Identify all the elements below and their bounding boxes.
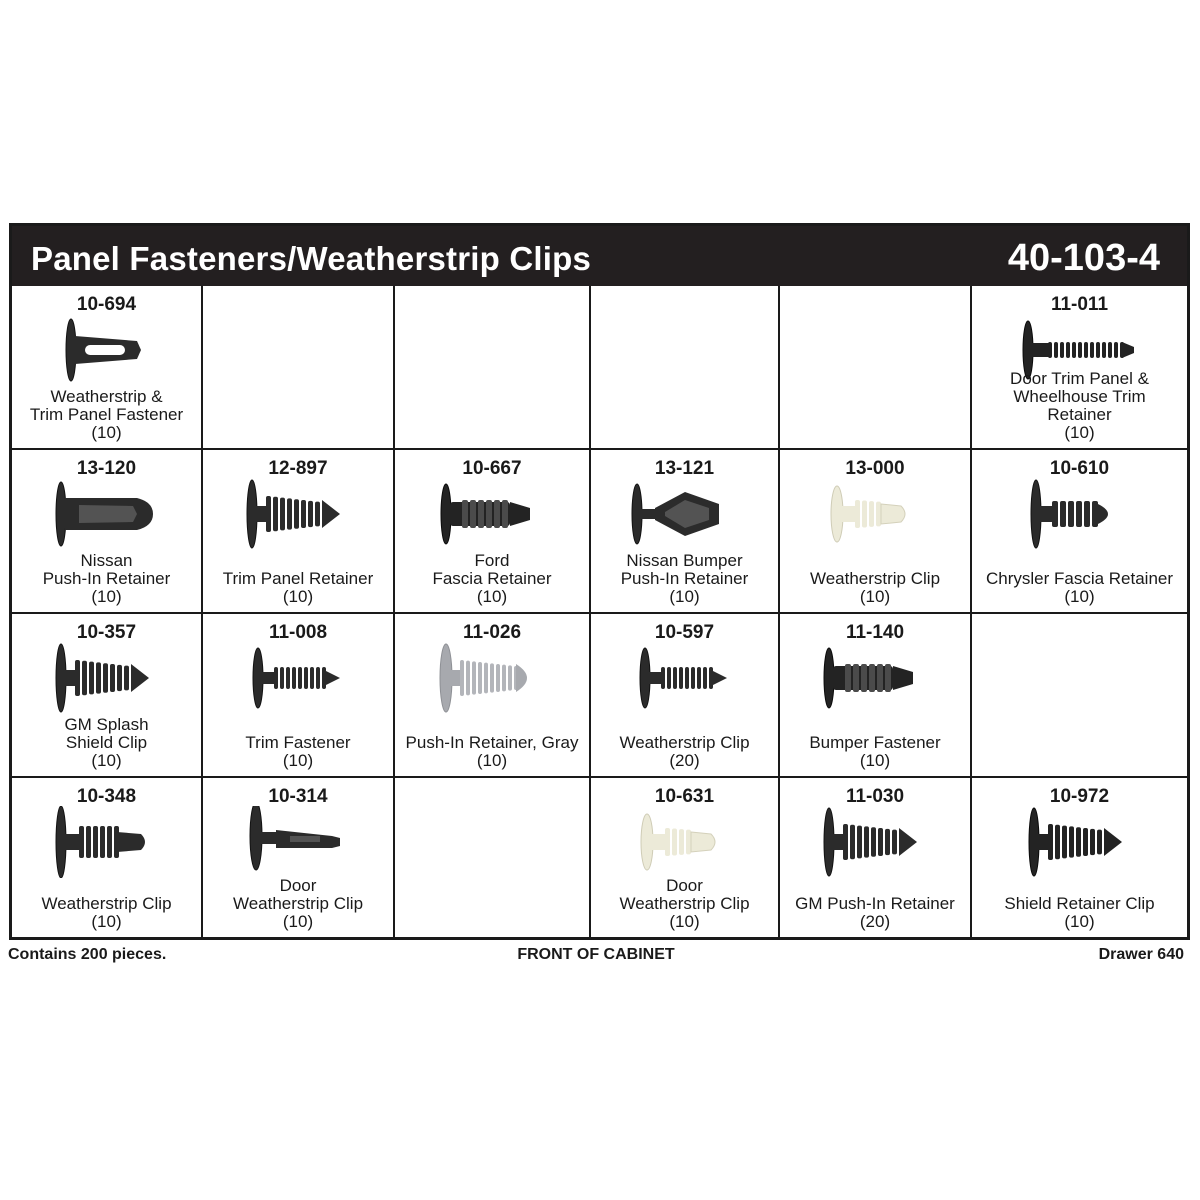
piece-count: Contains 200 pieces. xyxy=(8,946,167,963)
description-line: (10) xyxy=(282,587,314,606)
description-line: Push-In Retainer xyxy=(620,569,749,588)
part-number: 10-597 xyxy=(654,622,715,643)
description-line: Weatherstrip Clip xyxy=(619,894,750,913)
description-line: (10) xyxy=(282,751,314,770)
compartment-10-357 xyxy=(12,614,203,778)
part-description xyxy=(972,570,1187,606)
description-line: (10) xyxy=(669,912,700,931)
tab-clip-icon xyxy=(45,314,169,386)
door-clip-icon xyxy=(236,806,360,878)
compartment-10-631 xyxy=(591,778,780,937)
ribbed-retainer-icon xyxy=(813,642,937,714)
description-line: (10) xyxy=(859,587,891,606)
compartment-empty xyxy=(591,286,780,450)
part-description xyxy=(395,734,589,770)
compartment-empty xyxy=(395,778,591,937)
description-line: (20) xyxy=(859,912,891,931)
compartment-empty xyxy=(972,614,1187,778)
page-title: Panel Fasteners/Weatherstrip Clips xyxy=(31,240,592,277)
description-line: Bumper Fastener xyxy=(809,733,941,752)
description-line: Wheelhouse Trim xyxy=(1013,387,1146,406)
ribbed-retainer-icon xyxy=(430,478,554,550)
description-line: (10) xyxy=(1064,423,1095,442)
compartment-10-610 xyxy=(972,450,1187,614)
part-description xyxy=(203,570,393,606)
part-description xyxy=(12,716,201,770)
kit-number: 40-103-4 xyxy=(1007,237,1160,279)
description-line: GM Push-In Retainer xyxy=(795,894,955,913)
description-line: Ford xyxy=(474,551,510,570)
description-line: Trim Panel Fastener xyxy=(29,405,184,424)
compartment-empty xyxy=(395,286,591,450)
split-prong-retainer-icon xyxy=(623,478,747,550)
part-number: 11-008 xyxy=(268,622,328,643)
christmas-tree-clip-icon xyxy=(236,478,360,550)
part-description xyxy=(591,877,778,931)
description-line: (10) xyxy=(859,751,891,770)
description-line: Chrysler Fascia Retainer xyxy=(985,569,1174,588)
part-description xyxy=(591,734,778,770)
part-description xyxy=(12,895,201,931)
description-line: Weatherstrip Clip xyxy=(41,894,172,913)
description-line: (10) xyxy=(476,751,508,770)
description-line: Trim Panel Retainer xyxy=(222,569,374,588)
compartment-10-314 xyxy=(203,778,395,937)
compartment-11-026 xyxy=(395,614,591,778)
description-line: (10) xyxy=(282,912,314,931)
push-in-retainer-icon xyxy=(45,478,169,550)
compartment-grid xyxy=(12,286,1187,937)
description-line: (10) xyxy=(91,423,122,442)
description-line: Fascia Retainer xyxy=(432,569,552,588)
part-number: 10-314 xyxy=(268,786,328,807)
description-line: Weatherstrip Clip xyxy=(232,894,364,913)
part-description xyxy=(972,370,1187,442)
threaded-fastener-icon xyxy=(623,642,747,714)
part-number: 10-694 xyxy=(76,294,137,315)
part-number: 10-667 xyxy=(462,458,522,479)
round-ribbed-clip-icon xyxy=(45,806,169,878)
part-number: 11-011 xyxy=(1050,294,1109,315)
description-line: (10) xyxy=(669,587,700,606)
part-number: 10-610 xyxy=(1049,458,1110,479)
part-description xyxy=(395,552,589,606)
description-line: (10) xyxy=(91,751,122,770)
description-line: Trim Fastener xyxy=(245,733,351,752)
compartment-10-694 xyxy=(12,286,203,450)
drawer-number: Drawer 640 xyxy=(1098,946,1184,963)
part-number: 10-631 xyxy=(654,786,715,807)
description-line: GM Splash xyxy=(64,715,149,734)
compartment-12-897 xyxy=(203,450,395,614)
compartment-11-008 xyxy=(203,614,395,778)
part-description xyxy=(203,877,393,931)
gray-retainer-icon xyxy=(430,642,554,714)
part-description xyxy=(780,895,970,931)
assortment-chart xyxy=(9,223,1190,940)
description-line: Shield Retainer Clip xyxy=(1004,894,1155,913)
part-number: 10-357 xyxy=(76,622,137,643)
description-line: Push-In Retainer, Gray xyxy=(405,733,579,752)
description-line: Weatherstrip Clip xyxy=(809,569,941,588)
compartment-empty xyxy=(203,286,395,450)
part-number: 11-030 xyxy=(845,786,905,807)
christmas-tree-clip-icon xyxy=(45,642,169,714)
description-line: Door xyxy=(279,876,317,895)
description-line: Shield Clip xyxy=(65,733,148,752)
part-number: 10-972 xyxy=(1049,786,1110,807)
part-description xyxy=(972,895,1187,931)
footer xyxy=(8,946,1184,968)
compartment-10-348 xyxy=(12,778,203,937)
front-of-cabinet-label: FRONT OF CABINET xyxy=(517,946,675,963)
part-description xyxy=(203,734,393,770)
christmas-tree-clip-icon xyxy=(1018,806,1142,878)
domed-head-pin-icon xyxy=(1018,478,1142,550)
compartment-10-597 xyxy=(591,614,780,778)
compartment-empty xyxy=(780,286,972,450)
description-line: (10) xyxy=(476,587,508,606)
description-line: (20) xyxy=(669,751,700,770)
compartment-10-667 xyxy=(395,450,591,614)
header-bar xyxy=(12,226,1187,286)
white-clip-icon xyxy=(623,806,747,878)
description-line: Door xyxy=(666,876,703,895)
description-line: Weatherstrip Clip xyxy=(619,733,750,752)
part-number: 11-140 xyxy=(845,622,905,643)
part-number: 10-348 xyxy=(76,786,137,807)
description-line: (10) xyxy=(1064,587,1095,606)
part-number: 13-000 xyxy=(845,458,905,479)
part-number: 12-897 xyxy=(268,458,328,479)
christmas-tree-clip-icon xyxy=(813,806,937,878)
compartment-11-140 xyxy=(780,614,972,778)
compartment-13-000 xyxy=(780,450,972,614)
description-line: (10) xyxy=(1064,912,1095,931)
compartment-11-030 xyxy=(780,778,972,937)
part-number: 13-120 xyxy=(76,458,137,479)
compartment-11-011 xyxy=(972,286,1187,450)
description-line: (10) xyxy=(91,912,122,931)
description-line: Weatherstrip & xyxy=(50,387,163,406)
part-description xyxy=(12,552,201,606)
description-line: (10) xyxy=(91,587,122,606)
part-description xyxy=(780,570,970,606)
description-line: Push-In Retainer xyxy=(42,569,171,588)
part-number: 11-026 xyxy=(462,622,522,643)
description-line: Door Trim Panel & xyxy=(1010,369,1149,388)
part-number: 13-121 xyxy=(654,458,715,479)
part-description xyxy=(12,388,201,442)
compartment-13-121 xyxy=(591,450,780,614)
compartment-10-972 xyxy=(972,778,1187,937)
white-clip-icon xyxy=(813,478,937,550)
description-line: Retainer xyxy=(1047,405,1112,424)
compartment-13-120 xyxy=(12,450,203,614)
description-line: Nissan Bumper xyxy=(626,551,743,570)
part-description xyxy=(591,552,778,606)
description-line: Nissan xyxy=(80,551,133,570)
part-description xyxy=(780,734,970,770)
threaded-fastener-icon xyxy=(236,642,360,714)
